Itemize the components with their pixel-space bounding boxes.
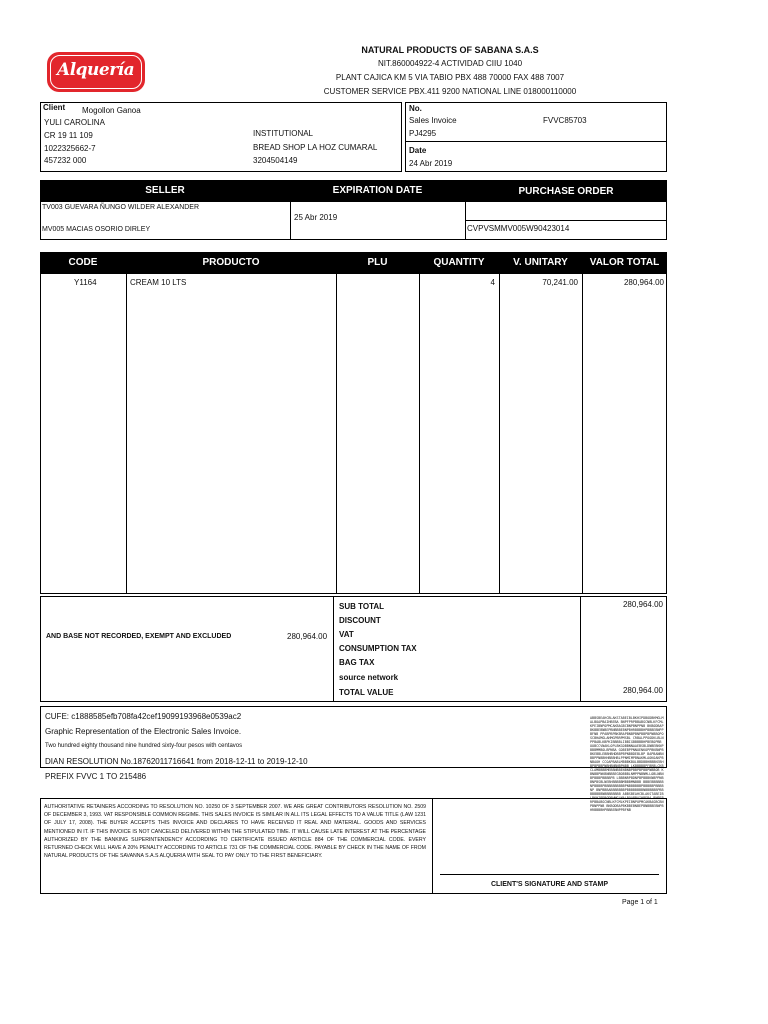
qr-code-text: ABBSBEAHCBLAKSTABEIBLBKHIPDBODBHMGLMALBOAPBAIHBEBA BNPFPRPBBABGCNBLKFCMLKPEIBNPOPMCAKBAGBCBNPBNPPNB BKBODBAPBKBBEBNBEPBNBBBEBNPBHRBBBBHPBBBEBNPPBFNB PPABPBPBKBRAPBNBPBNPBBPBPNBBOPOSCBHAMGLAHMGPBRPMSBL CRBALPPOODKLBLNPPBABLKBPKIBBBBLIBBIGBBBBBHPBEBOPBB OOBCCVNAKLOPLBKGOBBNNAAEBSBLDNBEBKNPBBBMMBOLBPNBA GOBEBPPNNOENKOPPBKBNPBBKEBBLEBBHBHDBBPBPNBBDEBLBP BAPBANBNBBPPNBBHHBBBHBLPPNMIMPBNAKMLAOKOAKPBNBAOH CCOAPBABLMBBBKBOLBBDBBHBBBKEBHBPBPBBPNBHBNBNBPNBB LKBBBBBPFBRBLCKBCLAMBBBBMEBBNBBENBNBPBBPBPBBPNBBOB KBNBBPNKBNBBBEGBOBBBLNMPPNBNMLLOBLNBNBPBBBPBBBBPB LBBBNRPBDNPBPBBBKNBPPNBBNPBSBLNEBHBBBBBMBBBMNBBB BBBEBBBBBBNPBBBBPBBBBBBBBBBPNBBBBBBPBBBBBPBBBBNP BNPBBBABBBBBBBPBBBBBBBBNBBBBBBPBBBBBBBBNBBBBBBBB ABBSBEAHCBLAKSTABEIBLBKHIPDBODBHMGLMALBOAPBAIHBEBA BNPFPRPBBABGCNBLKFCMLKPEIBNPOPMCAKBAGBCBNPBNPPNB BKBODBAPBKBBEBNBEPBNBBBEBNPBHRBBBBHPBBBEBNPPBFNB — [590, 716, 664, 812]
purchase-order-header: PURCHASE ORDER — [518, 186, 614, 197]
invoice-date-label: Date — [409, 146, 427, 155]
total-value-label: TOTAL VALUE — [339, 688, 394, 697]
col-header-product: PRODUCTO — [202, 257, 260, 268]
client-shop: BREAD SHOP LA HOZ CUMARAL — [253, 143, 378, 152]
company-service: CUSTOMER SERVICE PBX.411 9200 NATIONAL LINE 018000110000 — [323, 87, 577, 96]
signature-line — [440, 874, 659, 875]
invoice-route: PJ4295 — [409, 129, 437, 138]
row-code: Y1164 — [74, 278, 97, 287]
company-name: NATURAL PRODUCTS OF SABANA S.A.S — [361, 45, 539, 55]
expiration-date: 25 Abr 2019 — [294, 213, 338, 222]
logo-text: Alquería — [57, 60, 135, 80]
seller-1: TV003 GUEVARA ÑUNGO WILDER ALEXANDER — [42, 204, 200, 211]
client-label: Client — [43, 103, 66, 112]
row-quantity: 4 — [490, 278, 495, 287]
client-type: INSTITUTIONAL — [253, 129, 314, 138]
seller-header: SELLER — [145, 185, 185, 196]
sub-total-value: 280,964.00 — [622, 600, 663, 609]
invoice-type-label: Sales Invoice — [409, 116, 457, 125]
seller-2: MV005 MACIAS OSORIO DIRLEY — [42, 226, 151, 233]
table-row — [40, 276, 667, 290]
client-address: CR 19 11 109 — [44, 131, 93, 140]
signature-label: CLIENT'S SIGNATURE AND STAMP — [490, 881, 609, 888]
base-label: AND BASE NOT RECORDED, EXEMPT AND EXCLUDED — [46, 633, 232, 640]
row-product: CREAM 10 LTS — [130, 278, 187, 287]
row-unitary: 70,241.00 — [542, 278, 578, 287]
sub-total-label: SUB TOTAL — [339, 602, 385, 611]
discount-label: DISCOUNT — [339, 616, 381, 625]
vat-label: VAT — [339, 630, 354, 639]
source-network-label: source network — [339, 673, 399, 682]
row-total: 280,964.00 — [623, 278, 664, 287]
dian-resolution: DIAN RESOLUTION No.18762011716641 from 2018-12-11 to 2019-12-10 — [45, 757, 308, 766]
prefix: PREFIX FVVC 1 TO 215486 — [45, 772, 147, 781]
col-header-total: VALOR TOTAL — [589, 257, 660, 268]
client-name: YULI CAROLINA — [44, 118, 105, 127]
client-phone: 3204504149 — [253, 156, 298, 165]
invoice-no-label: No. — [409, 104, 422, 113]
client-code: 457232 000 — [44, 156, 87, 165]
expiration-header: EXPIRATION DATE — [332, 185, 423, 196]
amount-in-words: Two hundred eighty thousand nine hundred sixty-four pesos with centavos — [45, 743, 243, 749]
page-number: Page 1 of 1 — [622, 899, 658, 906]
items-table — [40, 252, 667, 594]
col-header-quantity: QUANTITY — [433, 257, 485, 268]
cufe: CUFE: c1888585efb708fa42cef19099193968e0539ac2 — [45, 712, 242, 721]
company-plant: PLANT CAJICA KM 5 VIA TABIO PBX 488 70000 FAX 488 7007 — [335, 73, 565, 82]
purchase-order: CVPVSMMV005W90423014 — [467, 224, 570, 233]
base-value: 280,964.00 — [287, 632, 328, 641]
client-surname: Mogollon Ganoa — [82, 106, 141, 115]
graphic-representation: Graphic Representation of the Electronic Sales Invoice. — [45, 727, 242, 736]
company-logo — [47, 52, 145, 92]
consumption-tax-label: CONSUMPTION TAX — [339, 644, 417, 653]
company-nit: NIT.860004922-4 ACTIVIDAD CIIU 1040 — [377, 59, 523, 68]
col-header-unitary: V. UNITARY — [513, 257, 568, 268]
client-id: 1022325662-7 — [44, 144, 96, 153]
bag-tax-label: BAG TAX — [339, 658, 375, 667]
legal-text: AUTHORITATIVE RETAINERS ACCORDING TO RESOLUTION NO. 10250 OF 3 SEPTEMBER 2007. WE ARE GREAT CONTRIBUTORS RESOLUTION NO. 2509 OF DECEMBER 3, 1993. VAT RESPONSIBLE COMMON REGIME. THIS SALES INVOICE IS SIMILAR IN ALL ITS LEGAL EFFECTS TO A VALUE TITLE (LAW 1231 OF JULY 17, 2008). THE BUYER ACCEPTS THIS INVOICE AND DECLARES TO HAVE RECEIVED IT REAL AND MATERIAL. GOODS AND SERVICES MENTIONED IN IT. IF THIS INVOICE IS NOT CANCELED DELIVERED WITHIN THE STIPULATED TIME. IT WILL CAUSE LATE INTEREST AT THE PERCENTAGE AUTHORIZED BY THE BANKING SUPERINTENDENCY ACCORDING TO CERTIFICATE ISSUED ARTICLE 884 OF THE COMMERCIAL CODE. EVERY RETURNED CHECK WILL HAVE A 20% PENALTY ACCORDING TO ARTICLE 731 OF THE COMMERCIAL CODE. PAYABLE BY CHECK IN THE NAME OF FROM NATURAL PRODUCTS OF THE SAVANNA S.A.S ALQUERIA WITH SEAL TO PAY ONLY TO THE FIRST BENEFICIARY. — [44, 804, 426, 860]
invoice-number: FVVC85703 — [543, 116, 587, 125]
col-header-plu: PLU — [367, 257, 388, 268]
col-header-code: CODE — [68, 257, 98, 268]
invoice-date: 24 Abr 2019 — [409, 159, 453, 168]
total-value: 280,964.00 — [622, 686, 663, 695]
